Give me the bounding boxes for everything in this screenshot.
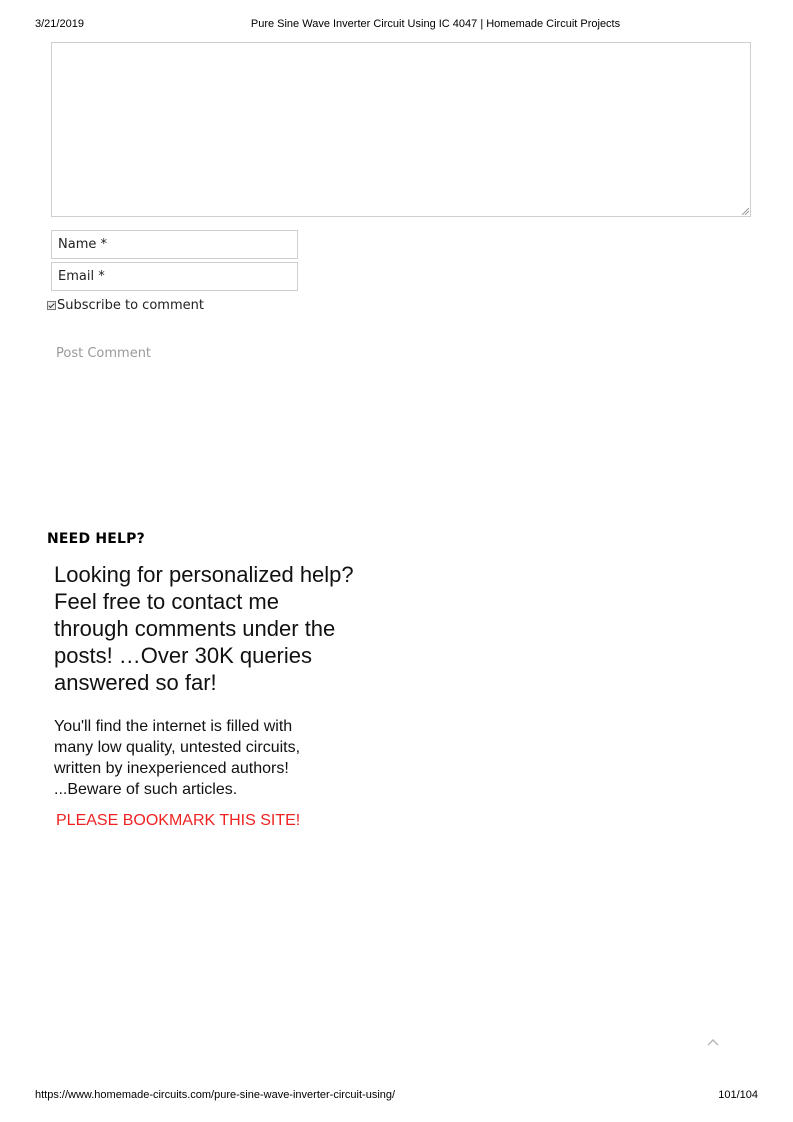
help-warning-text — [54, 716, 374, 800]
help-main-line: posts! …Over 30K queries — [54, 643, 313, 668]
subscribe-row — [47, 298, 204, 313]
help-main-line: answered so far! — [54, 670, 217, 695]
bookmark-notice: PLEASE BOOKMARK THIS SITE! — [56, 812, 301, 829]
name-field[interactable] — [51, 230, 298, 259]
help-main-line: Feel free to contact me — [54, 589, 279, 614]
subscribe-label: Subscribe to comment — [57, 298, 204, 313]
print-url: https://www.homemade-circuits.com/pure-sine-wave-inverter-circuit-using/ — [35, 1089, 396, 1101]
post-comment-button[interactable]: Post Comment — [56, 346, 152, 361]
comment-textarea[interactable] — [51, 42, 751, 217]
help-main-line: through comments under the — [54, 616, 336, 641]
print-date: 3/21/2019 — [35, 18, 84, 30]
name-field-placeholder: Name * — [58, 237, 107, 252]
print-page-number: 101/104 — [718, 1089, 758, 1101]
help-warning-line: many low quality, untested circuits, — [54, 739, 301, 756]
help-main-text — [54, 561, 394, 696]
print-page-title: Pure Sine Wave Inverter Circuit Using IC 4047 | Homemade Circuit Projects — [250, 18, 621, 30]
help-warning-line: You'll find the internet is filled with — [54, 718, 293, 735]
resize-grip-icon[interactable] — [741, 207, 749, 215]
chevron-up-icon[interactable] — [705, 1036, 721, 1048]
help-warning-line: written by inexperienced authors! — [54, 760, 289, 777]
help-warning-line: ...Beware of such articles. — [54, 781, 238, 798]
subscribe-checkbox[interactable] — [47, 301, 56, 310]
help-main-line: Looking for personalized help? — [54, 562, 354, 587]
email-field-placeholder: Email * — [58, 269, 105, 284]
email-field[interactable] — [51, 262, 298, 291]
help-heading: NEED HELP? — [47, 531, 145, 547]
